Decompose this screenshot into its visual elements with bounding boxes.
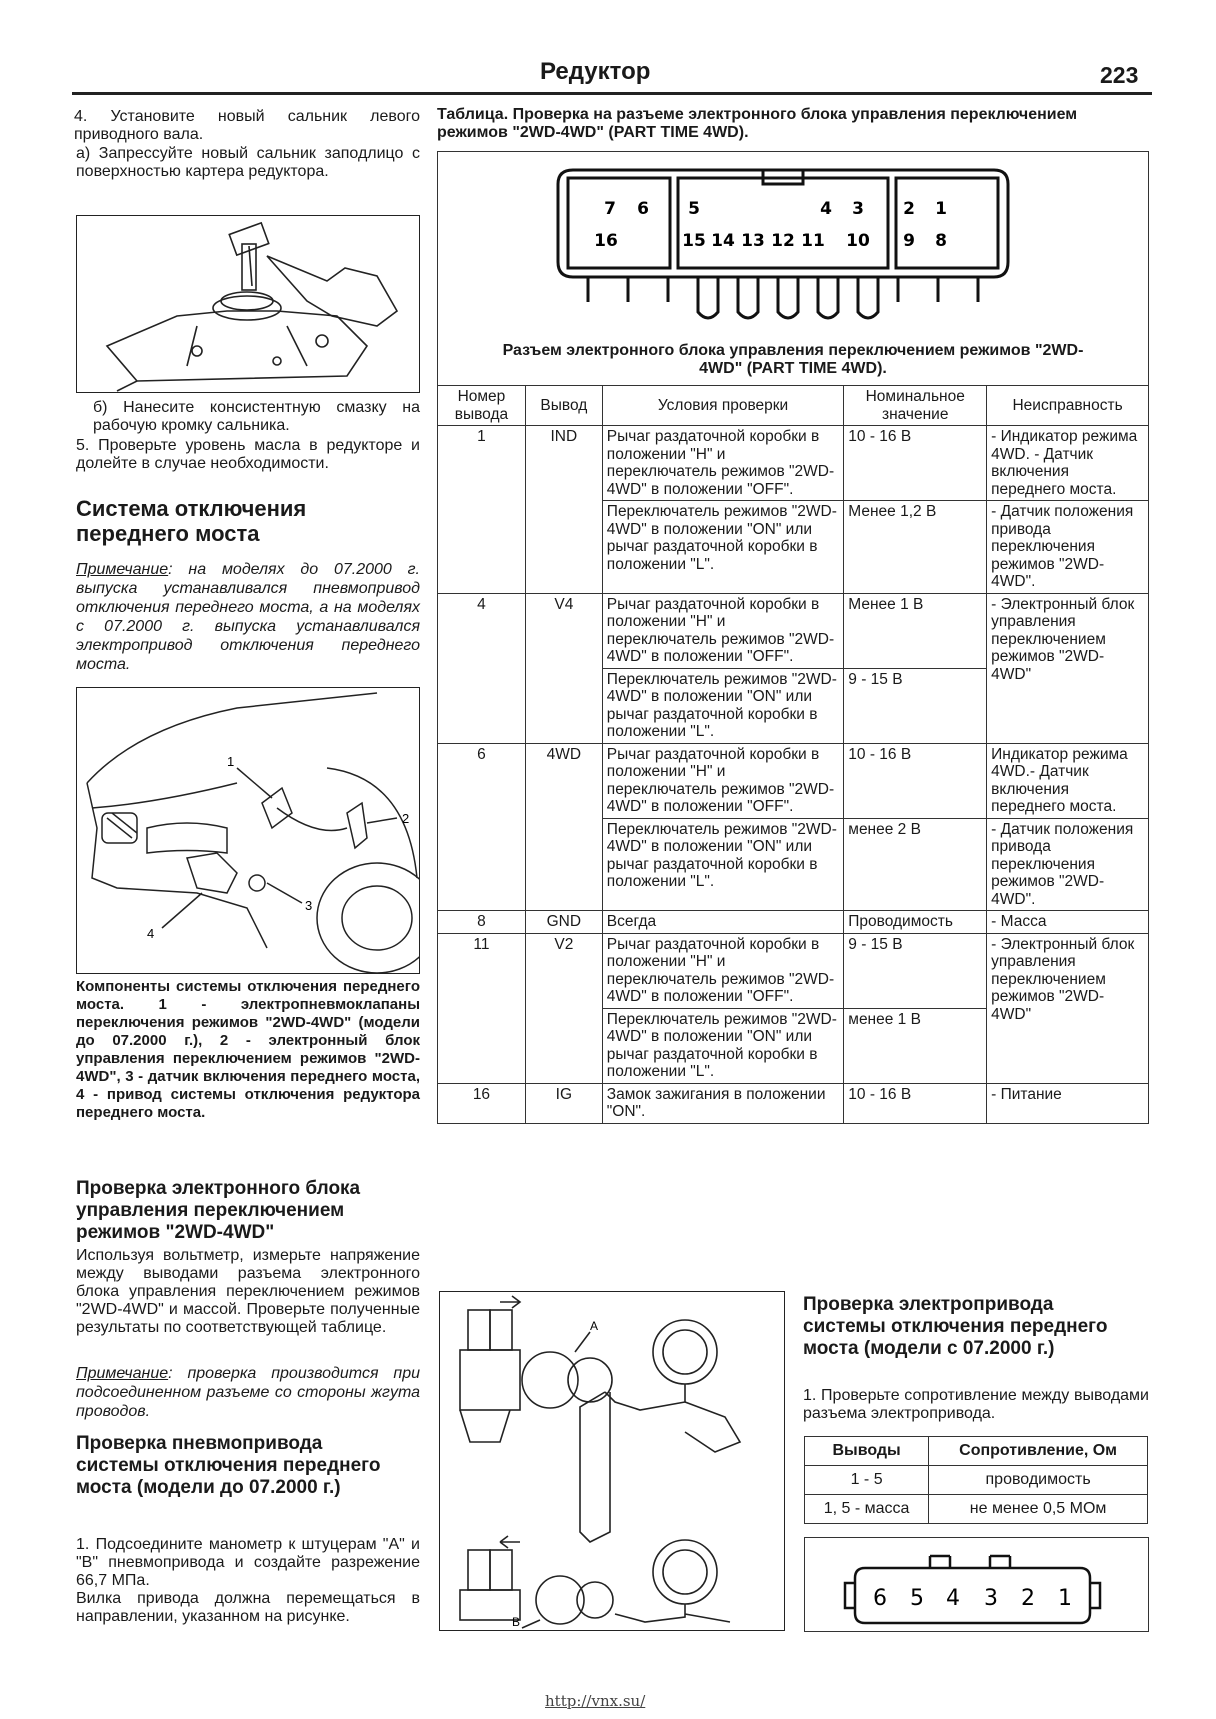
system-components-figure [76, 687, 420, 974]
note-1-label: Примечание [76, 561, 169, 578]
section-pneumatic-check-title: Проверка пневмопривода системы отключения переднего моста (модели до 07.2000 г.) [76, 1433, 381, 1498]
cell-condition: Рычаг раздаточной коробки в положении "H" и переключатель режимов "2WD-4WD" в положении "OFF". [602, 426, 843, 501]
cell-pin: 4WD [525, 743, 602, 911]
cell-nominal: 9 - 15 В [844, 668, 987, 743]
connector-pin-5: 5 [688, 199, 700, 219]
cell-number: 1 [438, 426, 526, 594]
header-rule [72, 92, 1152, 95]
figure-label-3: 3 [305, 898, 313, 913]
ecu-check-table [437, 385, 1149, 1124]
cell-condition: Переключатель режимов "2WD-4WD" в положении "ON" или рычаг раздаточной коробки в положении "L". [602, 501, 843, 594]
actuator-pin-2: 2 [1021, 1586, 1035, 1611]
cell-fault: - Индикатор режима 4WD. - Датчик включения переднего моста. [987, 426, 1149, 501]
actuator-pin-5: 5 [910, 1586, 924, 1611]
res-pins: 1 - 5 [805, 1466, 929, 1495]
table-row [805, 1495, 1148, 1524]
cell-nominal: 10 - 16 В [844, 1083, 987, 1123]
cell-nominal: 10 - 16 В [844, 426, 987, 501]
cell-nominal: менее 2 В [844, 818, 987, 911]
page-title: Редуктор [540, 58, 651, 85]
cell-pin: GND [525, 911, 602, 934]
table-row [438, 933, 1149, 1008]
note-2 [76, 1364, 420, 1421]
actuator-connector-box [804, 1537, 1149, 1632]
note-2-label: Примечание [76, 1365, 169, 1382]
table-header-row [438, 386, 1149, 426]
table-row [438, 593, 1149, 668]
note-1 [76, 560, 420, 674]
section-electric-actuator-text: 1. Проверьте сопротивление между выводами разъема электропривода. [803, 1387, 1149, 1422]
actuator-pin-3: 3 [984, 1586, 998, 1611]
cell-condition: Рычаг раздаточной коробки в положении "H" и переключатель режимов "2WD-4WD" в положении "OFF". [602, 933, 843, 1008]
cell-condition: Всегда [602, 911, 843, 934]
connector-pin-4: 4 [820, 199, 832, 219]
cell-nominal: Проводимость [844, 911, 987, 934]
connector-pin-10: 10 [846, 231, 870, 251]
step-5: 5. Проверьте уровень масла в редукторе и долейте в случае необходимости. [76, 437, 420, 472]
pneumo-label-b: B [512, 1615, 521, 1629]
cell-nominal: Менее 1,2 В [844, 501, 987, 594]
res-col-pins: Выводы [805, 1437, 929, 1466]
cell-condition: Переключатель режимов "2WD-4WD" в положении "ON" или рычаг раздаточной коробки в положении "L". [602, 818, 843, 911]
note-2-text: : проверка производится при подсоединенном разъеме со стороны жгута проводов. [76, 1365, 420, 1420]
ecu-connector-drawing [438, 152, 1148, 342]
section-pneumatic-check-p2: Вилка привода должна перемещаться в направлении, указанном на рисунке. [76, 1590, 420, 1625]
cell-pin: V2 [525, 933, 602, 1083]
components-caption: Компоненты системы отключения переднего моста. 1 - электропневмоклапаны переключения режимов "2WD-4WD" (модели до 07.2000 г.), 2 - электронный блок управления переключением режимов "2WD-4WD", 3 - датчик включения переднего моста, 4 - привод системы отключения редуктора переднего моста. [76, 978, 420, 1121]
res-pins: 1, 5 - масса [805, 1495, 929, 1524]
connector-pin-16: 16 [594, 231, 618, 251]
seal-press-figure [76, 215, 420, 393]
connector-pin-14: 14 [711, 231, 735, 251]
res-value: проводимость [929, 1466, 1148, 1495]
table-title: Таблица. Проверка на разъеме электронного блока управления переключением режимов "2WD-4WD" (PART TIME 4WD). [437, 106, 1078, 141]
cell-pin: V4 [525, 593, 602, 743]
table-row [438, 743, 1149, 818]
actuator-connector-drawing [805, 1538, 1148, 1631]
cell-condition: Замок зажигания в положении "ON". [602, 1083, 843, 1123]
cell-number: 8 [438, 911, 526, 934]
col-header-conditions: Условия проверки [602, 386, 843, 426]
cell-condition: Переключатель режимов "2WD-4WD" в положении "ON" или рычаг раздаточной коробки в положении "L". [602, 1008, 843, 1083]
connector-pin-1: 1 [935, 199, 947, 219]
cell-number: 16 [438, 1083, 526, 1123]
table-row [438, 1083, 1149, 1123]
figure-label-1: 1 [227, 754, 235, 769]
step-4: 4. Установите новый сальник левого приводного вала. [74, 108, 420, 143]
table-row [438, 911, 1149, 934]
connector-pin-3: 3 [852, 199, 864, 219]
cell-condition: Переключатель режимов "2WD-4WD" в положении "ON" или рычаг раздаточной коробки в положении "L". [602, 668, 843, 743]
cell-fault: - Датчик положения привода переключения режимов "2WD-4WD". [987, 818, 1149, 911]
cell-pin: IND [525, 426, 602, 594]
connector-pin-11: 11 [801, 231, 825, 251]
cell-nominal: Менее 1 В [844, 593, 987, 668]
connector-pin-13: 13 [741, 231, 765, 251]
cell-nominal: 10 - 16 В [844, 743, 987, 818]
figure-label-4: 4 [147, 926, 155, 941]
vehicle-drawing [77, 688, 419, 973]
cell-fault: - Электронный блок управления переключением режимов "2WD-4WD" [987, 933, 1149, 1083]
seal-press-drawing [77, 216, 419, 392]
section-electric-actuator-title: Проверка электропривода системы отключения переднего моста (модели с 07.2000 г.) [803, 1294, 1108, 1359]
cell-fault: - Датчик положения привода переключения режимов "2WD-4WD". [987, 501, 1149, 594]
resistance-header-row [805, 1437, 1148, 1466]
section-ecu-check-text: Используя вольтметр, измерьте напряжение между выводами разъема электронного блока управления переключением режимов "2WD-4WD" и массой. Проверьте полученные результаты по соответствующей таблице. [76, 1247, 420, 1336]
step-4b: б) Нанесите консистентную смазку на рабочую кромку сальника. [93, 399, 420, 434]
page-number: 223 [1100, 62, 1139, 88]
connector-pin-9: 9 [903, 231, 915, 251]
cell-fault: Индикатор режима 4WD.- Датчик включения переднего моста. [987, 743, 1149, 818]
cell-condition: Рычаг раздаточной коробки в положении "H" и переключатель режимов "2WD-4WD" в положении "OFF". [602, 593, 843, 668]
cell-fault: - Электронный блок управления переключением режимов "2WD-4WD" [987, 593, 1149, 743]
actuator-pin-1: 1 [1058, 1586, 1072, 1611]
figure-label-2: 2 [402, 811, 410, 826]
table-row [805, 1466, 1148, 1495]
cell-nominal: менее 1 В [844, 1008, 987, 1083]
table-row [438, 426, 1149, 501]
actuator-pin-6: 6 [873, 1586, 887, 1611]
col-header-number: Номер вывода [438, 386, 526, 426]
section-front-axle-disconnect-title: Система отключения переднего моста [76, 496, 307, 546]
footer-url[interactable]: http://vnx.su/ [545, 1692, 646, 1710]
cell-number: 11 [438, 933, 526, 1083]
pneumo-label-a: A [590, 1319, 599, 1333]
cell-pin: IG [525, 1083, 602, 1123]
section-pneumatic-check-p1: 1. Подсоедините манометр к штуцерам "А" и "В" пневмопривода и создайте разрежение 66,7 МПа. [76, 1536, 420, 1589]
col-header-fault: Неисправность [987, 386, 1149, 426]
connector-pin-8: 8 [935, 231, 947, 251]
res-value: не менее 0,5 МОм [929, 1495, 1148, 1524]
cell-number: 4 [438, 593, 526, 743]
cell-condition: Рычаг раздаточной коробки в положении "H" и переключатель режимов "2WD-4WD" в положении "OFF". [602, 743, 843, 818]
res-col-resistance: Сопротивление, Ом [929, 1437, 1148, 1466]
step-4a: а) Запрессуйте новый сальник заподлицо с поверхностью картера редуктора. [76, 145, 420, 180]
pneumatic-actuator-drawing [440, 1292, 784, 1630]
section-ecu-check-title: Проверка электронного блока управления переключением режимов "2WD-4WD" [76, 1178, 361, 1243]
connector-pin-2: 2 [903, 199, 915, 219]
connector-pin-6: 6 [637, 199, 649, 219]
ecu-connector-box [437, 151, 1149, 386]
col-header-nominal: Номинальное значение [844, 386, 987, 426]
note-1-text: : на моделях до 07.2000 г. выпуска устанавливался пневмопривод отключения переднего моста, а на моделях с 07.2000 г. выпуска устанавливался электропривод отключения переднего моста. [76, 561, 420, 673]
connector-pin-15: 15 [682, 231, 706, 251]
col-header-pin: Вывод [525, 386, 602, 426]
cell-nominal: 9 - 15 В [844, 933, 987, 1008]
connector-pin-12: 12 [771, 231, 795, 251]
connector-pin-7: 7 [604, 199, 616, 219]
cell-fault: - Питание [987, 1083, 1149, 1123]
actuator-pin-4: 4 [946, 1586, 960, 1611]
resistance-table [804, 1436, 1148, 1524]
cell-fault: - Масса [987, 911, 1149, 934]
pneumatic-actuator-figure [439, 1291, 785, 1631]
connector-caption: Разъем электронного блока управления переключением режимов "2WD-4WD" (PART TIME 4WD). [502, 342, 1084, 377]
cell-number: 6 [438, 743, 526, 911]
